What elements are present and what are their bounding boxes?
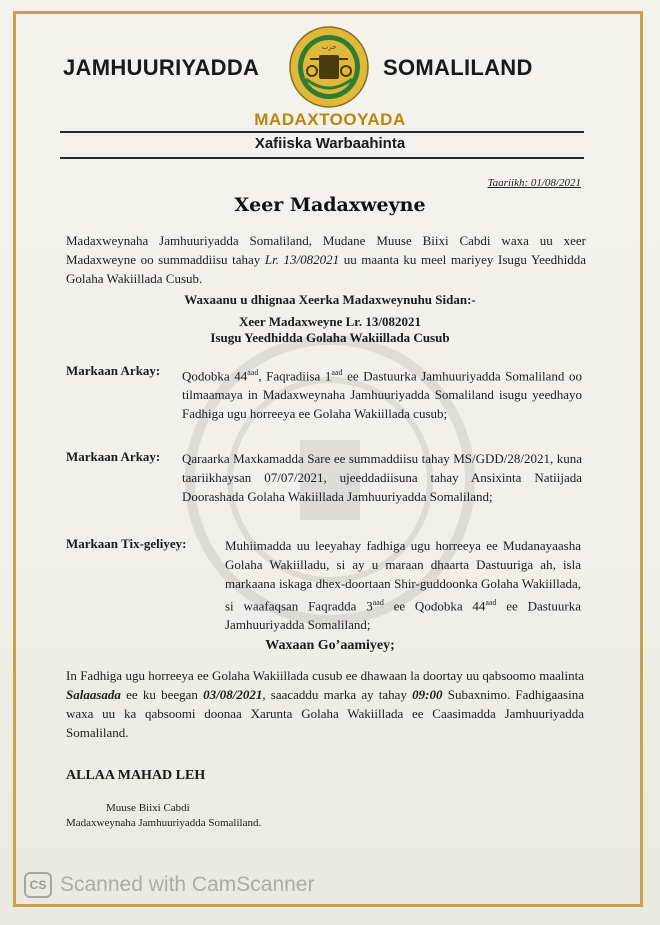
decree-ref-inline: Lr. 13/082021 <box>264 252 340 267</box>
decision-paragraph: In Fadhiga ugu horreeya ee Golaha Wakiillada cusub ee dhawaan la doortay uu qabsoomo maalinta Salaasada ee ku beegan 03/08/2021, saacaddu marka ay tahay 09:00 Subaxnimo. Fadhigaasina waxa uu ka qabsoomi doonaa Xarunta Golaha Wakiillada ee Caasimadda Jamhuuriyadda Somaliland. <box>66 668 584 740</box>
scanner-watermark <box>24 872 314 898</box>
considering-clause: Muhiimadda uu leeyahay fadhiga ugu horreeya ee Mudanayaasha Golaha Wakiilladu, si ay u maraan dhaarta Dastuuriga ah, isla markaana iskaga dhex-doortaan Shir-guddoonka Golaha Wakiillada, si waafaqsan Faqradda $3^{aad}$ ee Qodobka $44^{aad}$ ee Dastuurka Jamhuuriyadda Somaliland; <box>225 538 582 633</box>
whereas-clause: Qaraarka Maxkamadda Sare ee summaddiisu tahay MS/GDD/28/2021, kuna taariikhaysan 07/07/2021, ujeeddadiisuna tahay Ansixinta Natiijada Doorashada Golaha Wakiillada Jamhuuriyadda Somaliland; <box>182 451 582 504</box>
header-country: SOMALILAND <box>383 55 533 80</box>
document-date: Taariikh: 01/08/2021 <box>487 177 581 189</box>
whereas-clause: Qodobka $44^{aad}$, Faqradiisa $1^{aad}$ ee Dastuurka Jamhuuriyadda Somaliland oo tilmaamaya in Madaxweynaha Jamhuuriyadda Somaliland isugu yeedhayo Fadhiga ugu horreeya ee Golaha Wakiillada cusub; <box>182 368 582 422</box>
decision-heading: Waxaan Go’aamiyey; <box>265 638 395 653</box>
preamble-heading: Waxaanu u dhignaa Xeerka Madaxweynuhu Sidan:- <box>184 292 476 307</box>
office-name: MADAXTOOYADA <box>254 110 406 129</box>
somaliland-seal-logo <box>288 25 370 109</box>
decree-heading <box>0 314 660 346</box>
office-department: Xafiiska Warbaahinta <box>254 135 406 152</box>
signatory-title: Madaxweynaha Jamhuuriyadda Somaliland. <box>66 817 262 829</box>
header-divider-top <box>60 131 584 133</box>
document-title: Xeer Madaxweyne <box>234 194 426 216</box>
camscanner-icon: CS <box>24 872 52 898</box>
scanner-watermark-text: Scanned with CamScanner <box>60 873 315 896</box>
seal-lettering: حزب <box>321 43 337 51</box>
header-divider-bottom <box>60 157 584 159</box>
considering-label: Markaan Tix-geliyey: <box>66 536 187 551</box>
decree-ref: Xeer Madaxweyne Lr. 13/082021 <box>239 314 421 329</box>
signatory-name: Muuse Biixi Cabdi <box>106 802 190 814</box>
intro-paragraph: Madaxweynaha Jamhuuriyadda Somaliland, Mudane Muuse Biixi Cabdi waxa uu xeer Madaxweyne oo summaddiisu tahay Lr. 13/082021 uu maanta ku meel mariyey Isugu Yeedhidda Golaha Wakiillada Cusub. <box>66 233 587 286</box>
closing-phrase: ALLAA MAHAD LEH <box>66 768 206 783</box>
whereas-label: Markaan Arkay: <box>66 363 161 378</box>
header-republic: JAMHUURIYADDA <box>63 55 260 80</box>
decree-subject: Isugu Yeedhidda Golaha Wakiillada Cusub <box>210 330 450 345</box>
whereas-label: Markaan Arkay: <box>66 449 161 464</box>
